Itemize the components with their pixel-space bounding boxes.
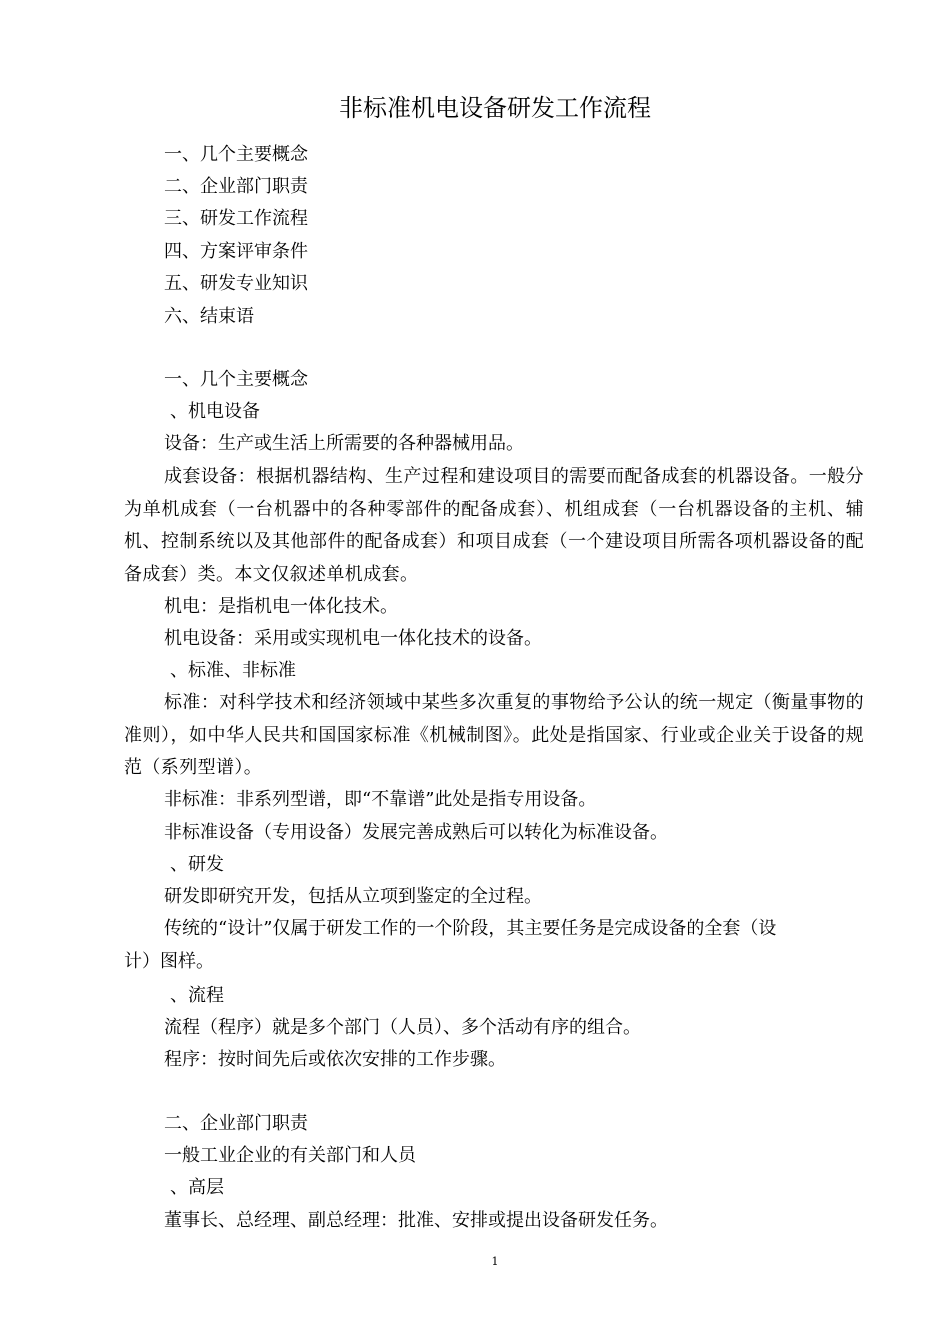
paragraph: 研发即研究开发，包括从立项到鉴定的全过程。 — [164, 886, 542, 907]
subsection-heading: 、高层 — [170, 1177, 224, 1198]
toc-item: 五、研发专业知识 — [164, 273, 308, 294]
section-heading: 一、几个主要概念 — [164, 369, 308, 390]
toc-item: 三、研发工作流程 — [164, 208, 308, 229]
page-number: 1 — [491, 1255, 499, 1268]
paragraph: 设备：生产或生活上所需要的各种器械用品。 — [164, 433, 524, 454]
document-title: 非标准机电设备研发工作流程 — [339, 94, 651, 122]
paragraph: 程序：按时间先后或依次安排的工作步骤。 — [164, 1049, 506, 1070]
subsection-heading: 、研发 — [170, 854, 224, 875]
subsection-heading: 、流程 — [170, 985, 224, 1006]
paragraph: 非标准：非系列型谱，即“不靠谱”此处是指专用设备。 — [164, 789, 597, 810]
subsection-heading: 、机电设备 — [170, 401, 260, 422]
toc-item: 一、几个主要概念 — [164, 144, 308, 165]
paragraph: 计）图样。 — [124, 951, 214, 972]
paragraph: 传统的“设计”仅属于研发工作的一个阶段，其主要任务是完成设备的全套（设 — [164, 918, 777, 939]
subsection-heading: 、标准、非标准 — [170, 660, 296, 681]
paragraph: 机电：是指机电一体化技术。 — [164, 596, 398, 617]
paragraph: 机电设备：采用或实现机电一体化技术的设备。 — [164, 628, 542, 649]
section-heading: 二、企业部门职责 — [164, 1113, 308, 1134]
toc-item: 六、结束语 — [164, 306, 254, 327]
paragraph: 流程（程序）就是多个部门（人员）、多个活动有序的组合。 — [164, 1017, 641, 1038]
toc-item: 二、企业部门职责 — [164, 176, 308, 197]
paragraph: 非标准设备（专用设备）发展完善成熟后可以转化为标准设备。 — [164, 822, 668, 843]
paragraph: 董事长、总经理、副总经理：批准、安排或提出设备研发任务。 — [164, 1210, 668, 1231]
paragraph: 一般工业企业的有关部门和人员 — [164, 1145, 416, 1166]
paragraph: 成套设备：根据机器结构、生产过程和建设项目的需要而配备成套的机器设备。一般分为单机成套（一台机器中的各种零部件的配备成套）、机组成套（一台机器设备的主机、辅机、控制系统以及其他部件的配备成套）和项目成套（一个建设项目所需各项机器设备的配备成套）类。本文仅叙述单机成套。 — [124, 466, 864, 585]
paragraph: 标准：对科学技术和经济领域中某些多次重复的事物给予公认的统一规定（衡量事物的准则），如中华人民共和国国家标准《机械制图》。此处是指国家、行业或企业关于设备的规范（系列型谱）。 — [124, 692, 864, 778]
toc-item: 四、方案评审条件 — [164, 241, 308, 262]
